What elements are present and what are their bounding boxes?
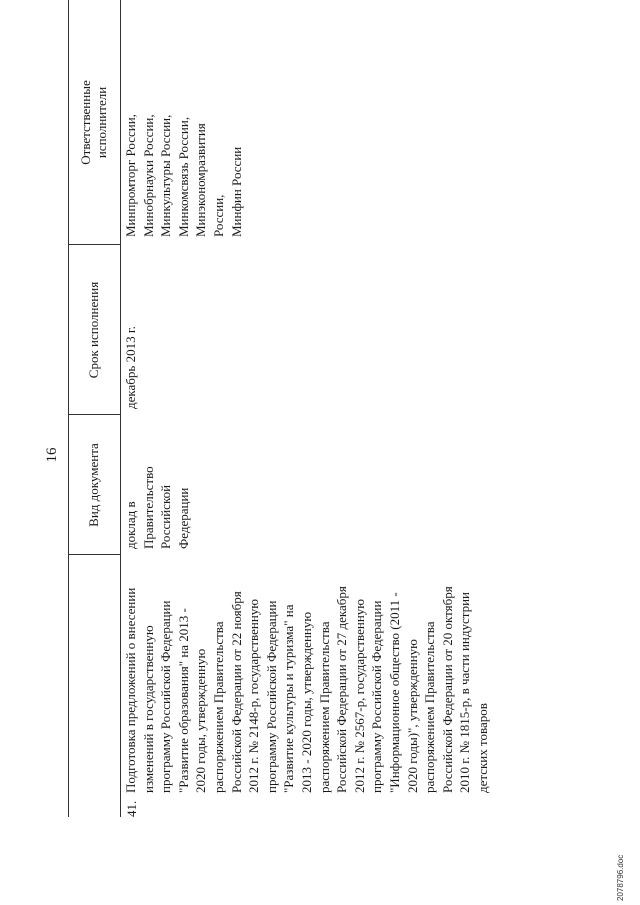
header-deadline: Срок исполнения bbox=[86, 281, 101, 379]
measure-description: Подготовка предложений о внесении изменений в государственную программу Российской Федерации "Развитие образования" на 2013 - 2020 годы, утвержденную распоряжением Правительства Российской Федерации от 22 ноября 2012 г. № 2148-р, государственную программу Российской Федерации "Развитие культуры и туризма" на 2013 - 2020 годы, утвержденную распоряжением Правительства Российской Федерации от 27 декабря 2012 г. № 2567-р, государственную программу Российской Федерации "Информационное общество (2011 - 2020 годы)", утвержденную распоряжением Правительства Российской Федерации от 20 октября 2010 г. № 1815-р, в части индустрии детских товаров bbox=[123, 586, 490, 793]
header-responsible: Ответственные исполнители bbox=[78, 80, 109, 165]
table-header-border bbox=[120, 0, 121, 817]
header-document-type: Вид документа bbox=[86, 443, 101, 527]
deadline: декабрь 2013 г. bbox=[123, 326, 138, 409]
row-number: 41. bbox=[124, 800, 139, 817]
table-top-border bbox=[68, 0, 69, 817]
document-type: доклад в Правительство Российской Федерации bbox=[123, 466, 191, 549]
page-number: 16 bbox=[44, 447, 60, 463]
document-file-code: 2078796.doc bbox=[616, 854, 625, 901]
responsible-executors: Минпромторг России, Минобрнауки России, Минкультуры России, Минкомсвязь России, Минэкономразвития России, Минфин России bbox=[123, 114, 244, 237]
